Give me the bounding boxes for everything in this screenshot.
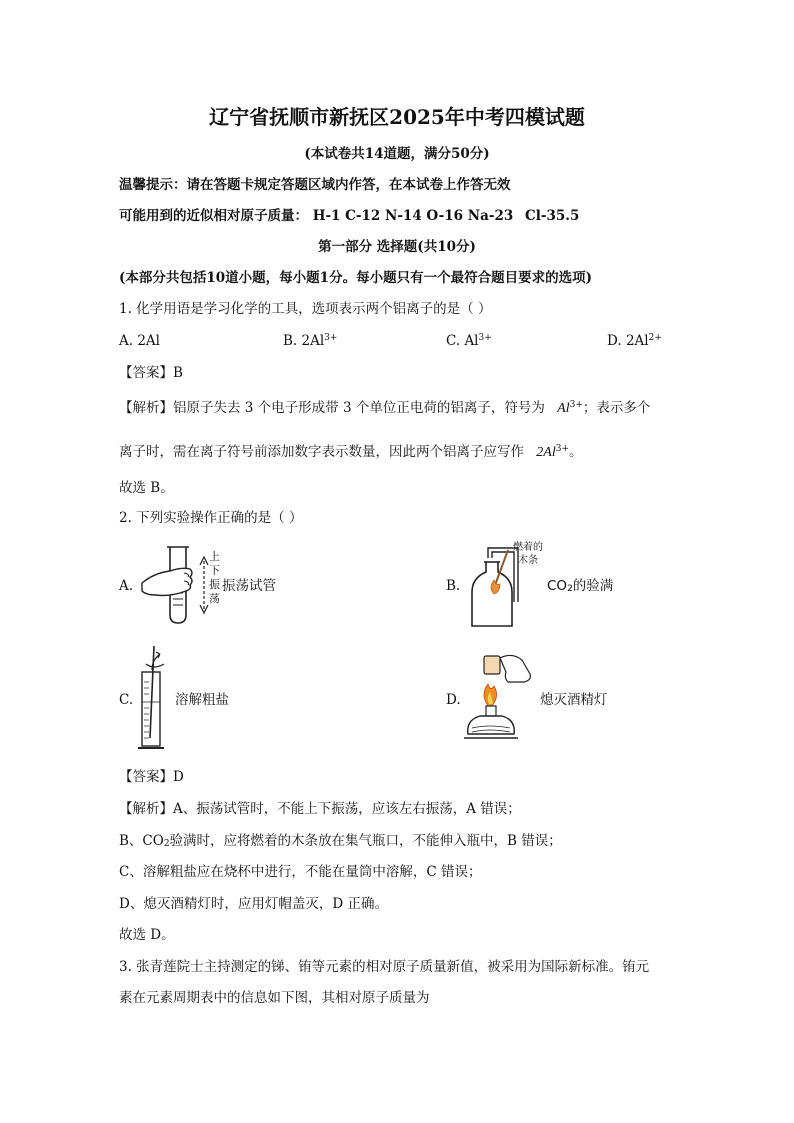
part1-heading: 第一部分 选择题(共10分) <box>318 239 476 255</box>
q2-option-b-letter: B. <box>446 578 461 594</box>
alcohol-lamp-illustration <box>460 650 540 750</box>
atomic-masses-line <box>119 207 513 225</box>
q2-analysis-a: 【解析】A、振荡试管时，不能上下振荡，应该左右振荡，A 错误； <box>119 801 521 817</box>
q1-option-a: A. 2Al <box>119 333 160 349</box>
shake-test-tube-illustration <box>140 543 220 628</box>
q1-option-b: B. $2Al^{3+}$ <box>283 333 338 349</box>
q2-conclusion: 故选 D。 <box>119 927 175 943</box>
measuring-cylinder-illustration <box>136 642 176 757</box>
q2-answer: 【答案】D <box>119 769 184 785</box>
subtitle: (本试卷共14道题，满分50分) <box>304 146 490 162</box>
q1-analysis-line1: 【解析】铝原子失去 3 个电子形成带 3 个单位正电荷的铝离子，符号为 $Al^{3+}$；表示多个 <box>119 400 651 416</box>
atomic-masses-label: 可能用到的近似相对原子质量： <box>119 208 308 224</box>
part1-note: (本部分共包括10道小题，每小题1分。每小题只有一个最符合题目要求的选项) <box>119 270 592 286</box>
q1-option-c: C. $Al^{3+}$ <box>446 333 492 349</box>
q2-analysis-d: D、熄灭酒精灯时，应用灯帽盖灭，D 正确。 <box>119 896 388 912</box>
burning-stick-label: 燃着的 木条 <box>513 542 543 566</box>
shake-direction-label: 上 下 振 荡 <box>209 550 220 605</box>
q3-stem-line2: 素在元素周期表中的信息如下图，其相对原子质量为 <box>119 990 430 1006</box>
q1-conclusion: 故选 B。 <box>119 480 174 496</box>
notice: 温馨提示：请在答题卡规定答题区域内作答，在本试卷上作答无效 <box>119 177 511 193</box>
atomic-mass-cl: Cl-35.5 <box>525 208 580 224</box>
atomic-masses-values: H-1 C-12 N-14 O-16 Na-23 <box>312 208 514 224</box>
q2-option-c-caption: 溶解粗盐 <box>175 692 229 708</box>
q1-option-d: D. $2Al^{2+}$ <box>607 333 662 349</box>
q2-option-d-letter: D. <box>446 692 461 708</box>
q1-analysis-line2: 离子时，需在离子符号前添加数字表示数量，因此两个铝离子应写作 $2Al^{3+}$。 <box>119 444 583 460</box>
q2-analysis-c: C、溶解粗盐应在烧杯中进行，不能在量筒中溶解，C 错误； <box>119 864 482 880</box>
page-title: 辽宁省抚顺市新抚区2025年中考四模试题 <box>209 105 585 129</box>
q2-option-d-caption: 熄灭酒精灯 <box>540 692 608 708</box>
q2-option-a-letter: A. <box>119 578 134 594</box>
q1-answer: 【答案】B <box>119 365 183 381</box>
q2-option-a-caption: 振荡试管 <box>222 578 276 594</box>
q2-option-c-letter: C. <box>119 692 134 708</box>
q2-stem: 2. 下列实验操作正确的是（ ） <box>119 510 303 526</box>
q3-stem-line1: 3. 张青莲院士主持测定的锑、铕等元素的相对原子质量新值，被采用为国际新标准。铕元 <box>119 959 650 975</box>
q2-analysis-b: B、$CO_2$验满时，应将燃着的木条放在集气瓶口，不能伸入瓶中，B 错误； <box>119 833 562 849</box>
q2-option-b-caption: $CO_2$的验满 <box>547 578 614 594</box>
q1-stem: 1. 化学用语是学习化学的工具，选项表示两个铝离子的是（ ） <box>119 301 492 317</box>
